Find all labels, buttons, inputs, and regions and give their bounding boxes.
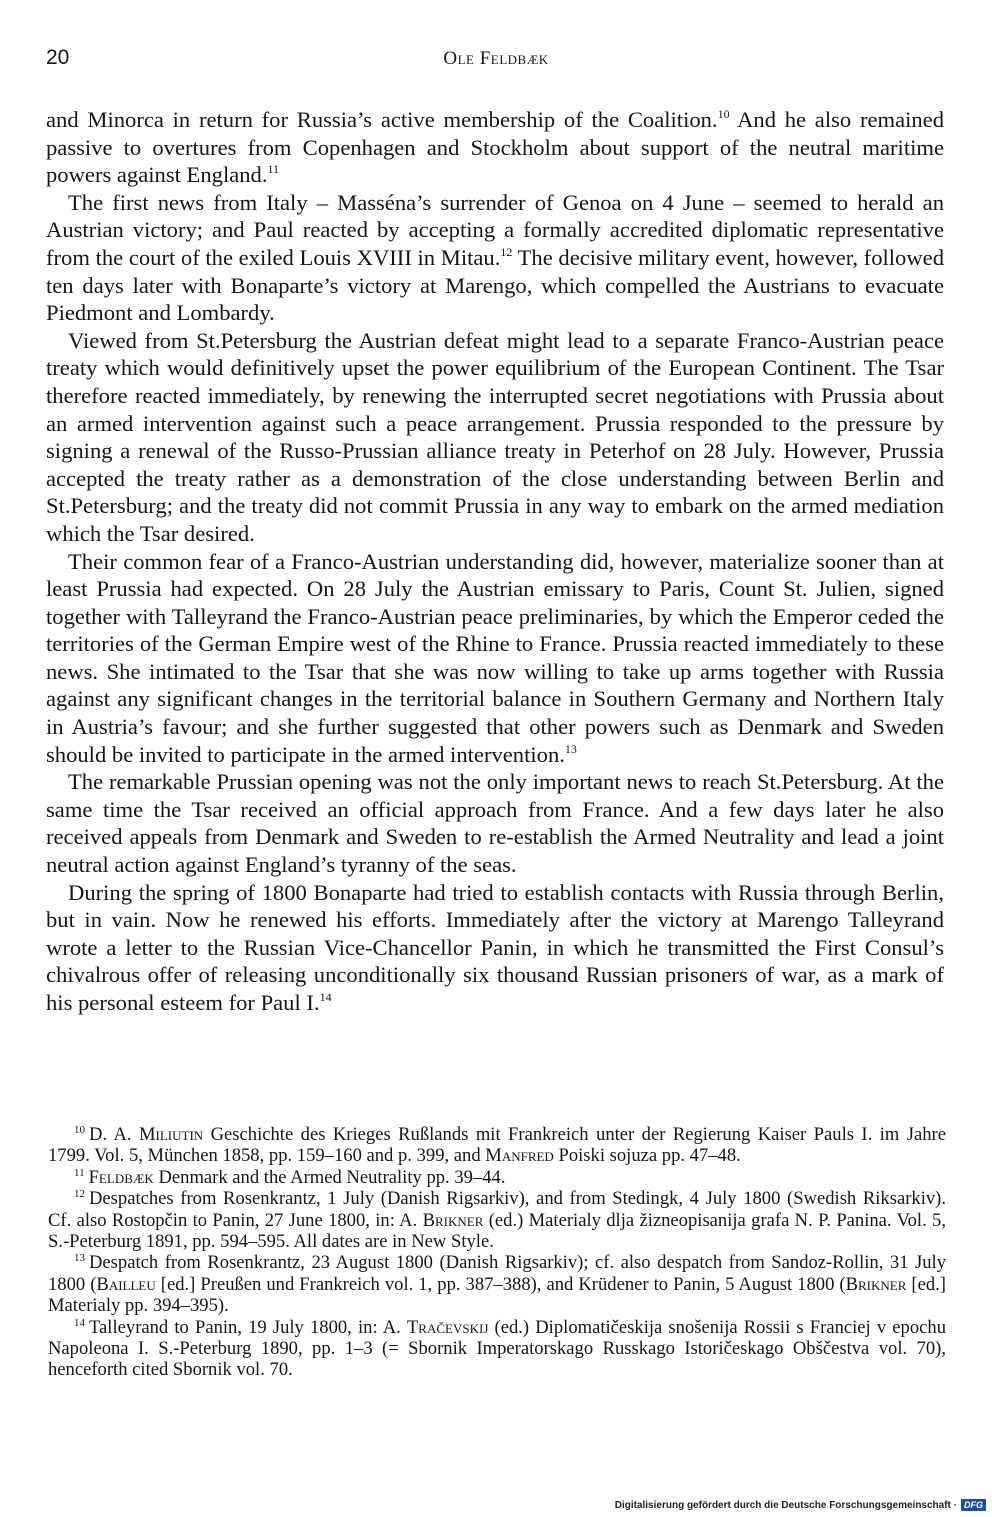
paragraph-text: During the spring of 1800 Bonaparte had tried to establish contacts with Russia through Berlin, but in vain. Now he renewed his efforts. Immediately after the victory at Marengo Talleyrand wrote a letter to the Russian Vice-Chancellor Panin, in which he transmitted the First Consul’s chivalrous offer of releasing unconditionally six thousand Russian prisoners of war, as a mark of his personal esteem for Paul I. <box>46 879 944 1015</box>
paragraph-text: The decisive military event, however, followed ten days later with Bonaparte’s victory at Marengo, which compelled the Austrians to evacuate Piedmont and Lombardy. <box>46 244 944 326</box>
footnote-ref-14: 14 <box>319 990 332 1004</box>
dfg-logo-icon: DFG <box>961 1499 986 1511</box>
footnote-text: (ed.) Materialy dlja žizneopisanija grafa N. P. Panina. Vol. 5, S.-Peterburg 1891, pp. 594–595. All dates are in New Style. <box>48 1209 946 1253</box>
footnote-number: 11 <box>74 1166 85 1179</box>
footnote-text: Talleyrand to Panin, 19 July 1800, in: A. <box>89 1316 407 1338</box>
paragraph-text: Their common fear of a Franco-Austrian understanding did, however, materialize sooner than at least Prussia had expected. On 28 July the Austrian emissary to Paris, Count St. Julien, signed together with Talleyrand the Franco-Austrian peace preliminaries, by which the Emperor ceded the territories of the German Empire west of the Rhine to France. Prussia reacted immediately to these news. She intimated to the Tsar that she was now willing to take up arms together with Russia against any significant changes in the territorial balance in Southern Germany and Northern Italy in Austria’s favour; and she further suggested that other powers such as Denmark and Sweden should be invited to participate in the armed intervention. <box>46 548 944 767</box>
footnote-text: [ed.] Materialy pp. 394–395). <box>48 1273 947 1317</box>
footnote-ref-13: 13 <box>564 741 577 756</box>
footnote-number: 14 <box>74 1316 85 1329</box>
author-name: Bailleu <box>96 1273 156 1295</box>
author-name: Manfred <box>485 1145 554 1167</box>
footnote-11 <box>48 1167 946 1188</box>
footnote-14 <box>48 1317 946 1381</box>
paragraph-text: The first news from Italy – Masséna’s surrender of Genoa on 4 June – seemed to herald an Austrian victory; and Paul reacted by accepting a formally accredited diplomatic representative from the court of the exiled Louis XVIII in Mitau. <box>46 189 944 270</box>
footnote-number: 10 <box>74 1124 85 1136</box>
footnote-10 <box>48 1124 946 1167</box>
paragraph-text: and Minorca in return for Russia’s active membership of the Coalition. <box>46 107 718 132</box>
paragraph-3 <box>46 327 944 548</box>
author-name: Feldbæk <box>88 1166 154 1188</box>
paragraph-1 <box>46 106 944 189</box>
footnote-text: [ed.] Preußen und Frankreich vol. 1, pp. 387–388), and Krüdener to Panin, 5 August 1800 ( <box>155 1273 846 1295</box>
paragraph-2 <box>46 189 944 327</box>
page-header <box>46 46 946 76</box>
footnote-ref-10: 10 <box>717 107 730 121</box>
footnote-text: (ed.) Diplomatičeskija snošenija Rossii s Franciej v epochu Napoleona I. S.-Peterburg 1890, pp. 1–3 (= Sbornik Imperatorskago Russkago Istoričeskago Obščestva vol. 70), henceforth cited Sbornik vol. 70. <box>48 1316 946 1381</box>
footnote-ref-12: 12 <box>500 244 513 259</box>
body-text <box>46 106 944 1017</box>
footnote-13 <box>48 1252 946 1316</box>
author-name: Brikner <box>422 1209 484 1231</box>
footnote-ref-11: 11 <box>267 162 280 177</box>
paragraph-text: And he also remained passive to overtures from Copenhagen and Stockholm about support of the neutral maritime powers against England. <box>46 107 945 188</box>
paragraph-4 <box>46 548 944 769</box>
paragraph-text: The remarkable Prussian opening was not the only important news to reach St.Petersburg. At the same time the Tsar received an official approach from France. And a few days later he also received appeals from Denmark and Sweden to re-establish the Armed Neutrality and lead a joint neutral action against England’s tyranny of the seas. <box>46 769 944 878</box>
running-head: Ole Feldbæk <box>443 48 549 69</box>
paragraph-5 <box>46 768 944 878</box>
footnote-text: Despatches from Rosenkrantz, 1 July (Danish Rigsarkiv), and from Stedingk, 4 July 1800 (Swedish Riksarkiv). Cf. also Rostopčin to Panin, 27 June 1800, in: A. <box>48 1188 946 1231</box>
footnotes <box>48 1124 946 1381</box>
page-number: 20 <box>46 46 70 69</box>
credit-text: Digitalisierung gefördert durch die Deutsche Forschungsgemeinschaft · <box>614 1500 957 1511</box>
author-name: Miliutin <box>139 1124 204 1145</box>
footnote-number: 13 <box>74 1252 85 1265</box>
footnote-text: Denmark and the Armed Neutrality pp. 39–44. <box>153 1166 506 1188</box>
footnote-text: Geschichte des Krieges Rußlands mit Frankreich unter der Regierung Kaiser Pauls I. im Jahre 1799. Vol. 5, München 1858, pp. 159–160 and p. 399, and <box>48 1124 946 1167</box>
footnote-12 <box>48 1188 946 1252</box>
footnote-text: Despatch from Rosenkrantz, 23 August 1800 (Danish Rigsarkiv); cf. also despatch from Sandoz-Rollin, 31 July 1800 ( <box>48 1252 946 1295</box>
paragraph-text: Viewed from St.Petersburg the Austrian defeat might lead to a separate Franco-Austrian peace treaty which would definitively upset the power equilibrium of the European Continent. The Tsar therefore reacted immediately, by renewing the interrupted secret negotiations with Prussia about an armed intervention against such a peace arrangement. Prussia responded to the pressure by signing a renewal of the Russo-Prussian alliance treaty in Peterhof on 28 July. However, Prussia accepted the treaty rather as a demonstration of the close understanding between Berlin and St.Petersburg; and the treaty did not commit Prussia in any way to embark on the armed mediation which the Tsar desired. <box>46 327 944 546</box>
author-name: Tračevskij <box>406 1316 489 1338</box>
author-name: Brikner <box>845 1273 907 1295</box>
footnote-number: 12 <box>74 1188 85 1201</box>
paragraph-6 <box>46 879 944 1017</box>
footnote-text: Poiski sojuza pp. 47–48. <box>553 1145 741 1167</box>
digitization-credit <box>615 1499 986 1511</box>
footnote-text: D. A. <box>89 1124 139 1145</box>
